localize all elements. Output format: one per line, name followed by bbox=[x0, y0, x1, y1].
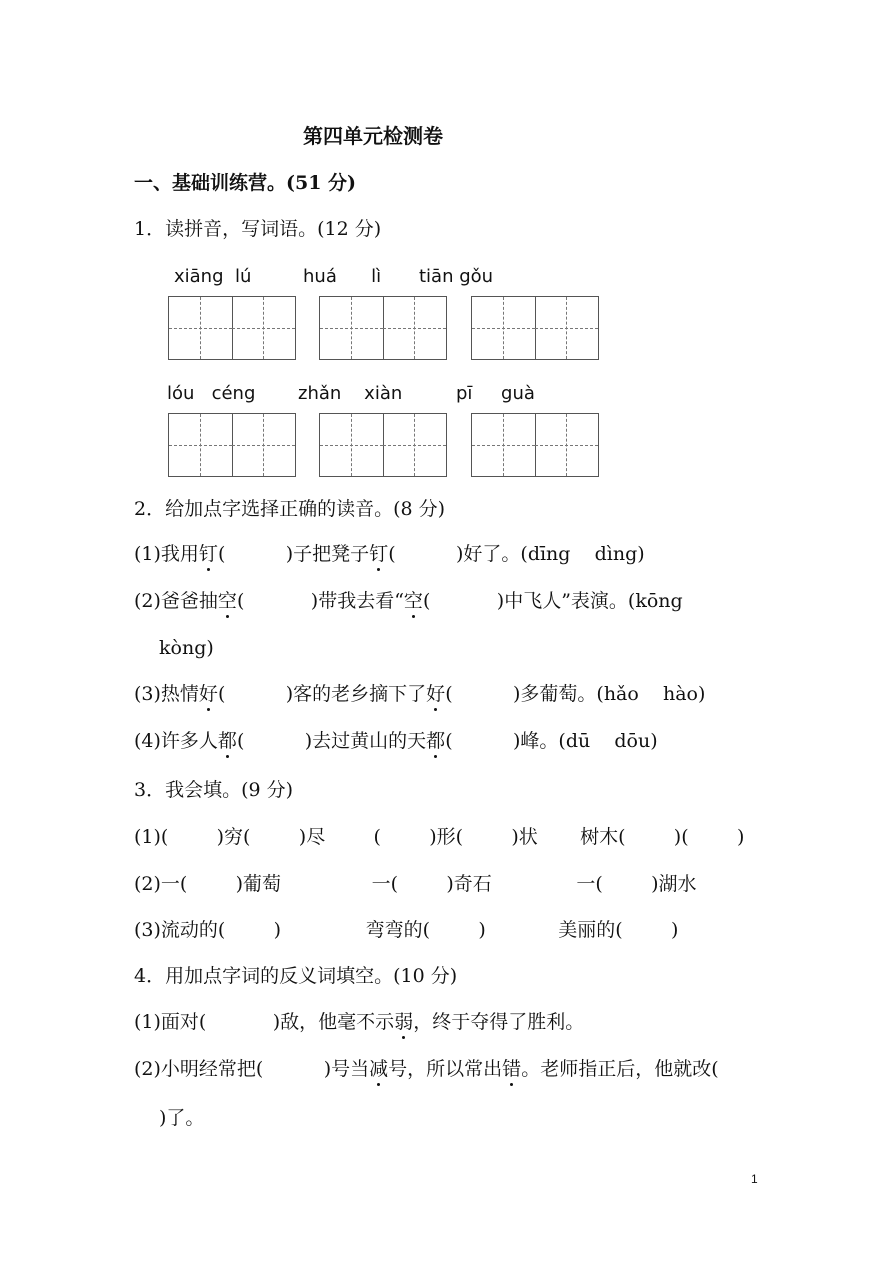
question-line bbox=[134, 589, 683, 613]
line-text: (2)爸爸抽 bbox=[134, 590, 218, 612]
dotted-char: 钉 bbox=[369, 543, 389, 565]
line-text: ( )客的老乡摘下了 bbox=[217, 683, 427, 705]
pinyin-label: huá lì bbox=[303, 266, 382, 287]
question-line-wrap: kòng) bbox=[159, 637, 214, 659]
writing-grid[interactable] bbox=[471, 296, 599, 360]
question-2-title: 2．给加点字选择正确的读音。(8 分) bbox=[134, 498, 446, 520]
writing-grid[interactable] bbox=[168, 296, 296, 360]
pinyin-label: xiāng lú bbox=[174, 266, 252, 287]
writing-grid[interactable] bbox=[168, 413, 296, 477]
page-number: 1 bbox=[751, 1172, 758, 1186]
line-text: ( )去过黄山的天 bbox=[236, 730, 427, 752]
line-text: ( )子把凳子 bbox=[217, 543, 370, 565]
question-4-title: 4．用加点字词的反义词填空。(10 分) bbox=[134, 965, 458, 987]
line-text: (3)热情 bbox=[134, 683, 199, 705]
question-line: (2)一( )葡萄 一( )奇石 一( )湖水 bbox=[134, 873, 697, 895]
line-text: ( )带我去看“ bbox=[236, 590, 404, 612]
line-text: ( )好了。(dīng dìng) bbox=[388, 543, 645, 565]
dotted-char: 空 bbox=[403, 590, 423, 612]
question-1-title: 1．读拼音，写词语。(12 分) bbox=[134, 218, 382, 240]
line-text: (1)我用 bbox=[134, 543, 199, 565]
pinyin-label: lóu céng bbox=[167, 383, 256, 404]
page-title: 第四单元检测卷 bbox=[303, 124, 443, 148]
writing-grid[interactable] bbox=[319, 296, 447, 360]
pinyin-label: pī guà bbox=[456, 383, 535, 404]
question-line bbox=[134, 1010, 584, 1034]
dotted-char: 空 bbox=[217, 590, 237, 612]
line-text: (2)小明经常把( )号当 bbox=[134, 1058, 370, 1080]
dotted-char: 减 bbox=[369, 1058, 389, 1080]
line-text: (4)许多人 bbox=[134, 730, 218, 752]
question-line: (3)流动的( ) 弯弯的( ) 美丽的( ) bbox=[134, 919, 679, 941]
line-text: ( )多葡萄。(hǎo hào) bbox=[445, 683, 706, 705]
dotted-char: 弱 bbox=[394, 1011, 414, 1033]
dotted-char: 好 bbox=[426, 683, 446, 705]
question-line bbox=[134, 729, 658, 753]
section-heading: 一、基础训练营。(51 分) bbox=[134, 172, 357, 194]
question-line bbox=[134, 1057, 719, 1081]
line-text: ，终于夺得了胜利。 bbox=[413, 1011, 585, 1033]
line-text: 号，所以常出 bbox=[388, 1058, 503, 1080]
line-text: ( )峰。(dū dōu) bbox=[445, 730, 658, 752]
writing-grid[interactable] bbox=[319, 413, 447, 477]
writing-grid[interactable] bbox=[471, 413, 599, 477]
question-line-wrap: )了。 bbox=[159, 1107, 205, 1129]
question-line: (1)( )穷( )尽 ( )形( )状 树木( )( ) bbox=[134, 826, 745, 848]
line-text: ( )中飞人”表演。(kōng bbox=[422, 590, 683, 612]
dotted-char: 错 bbox=[502, 1058, 522, 1080]
line-text: (1)面对( )敌，他毫不示 bbox=[134, 1011, 395, 1033]
dotted-char: 钉 bbox=[198, 543, 218, 565]
dotted-char: 都 bbox=[217, 730, 237, 752]
dotted-char: 好 bbox=[198, 683, 218, 705]
question-3-title: 3．我会填。(9 分) bbox=[134, 779, 294, 801]
pinyin-label: tiān gǒu bbox=[419, 266, 494, 287]
line-text: 。老师指正后，他就改( bbox=[521, 1058, 719, 1080]
dotted-char: 都 bbox=[426, 730, 446, 752]
question-line bbox=[134, 542, 645, 566]
pinyin-label: zhǎn xiàn bbox=[298, 383, 403, 404]
question-line bbox=[134, 682, 705, 706]
